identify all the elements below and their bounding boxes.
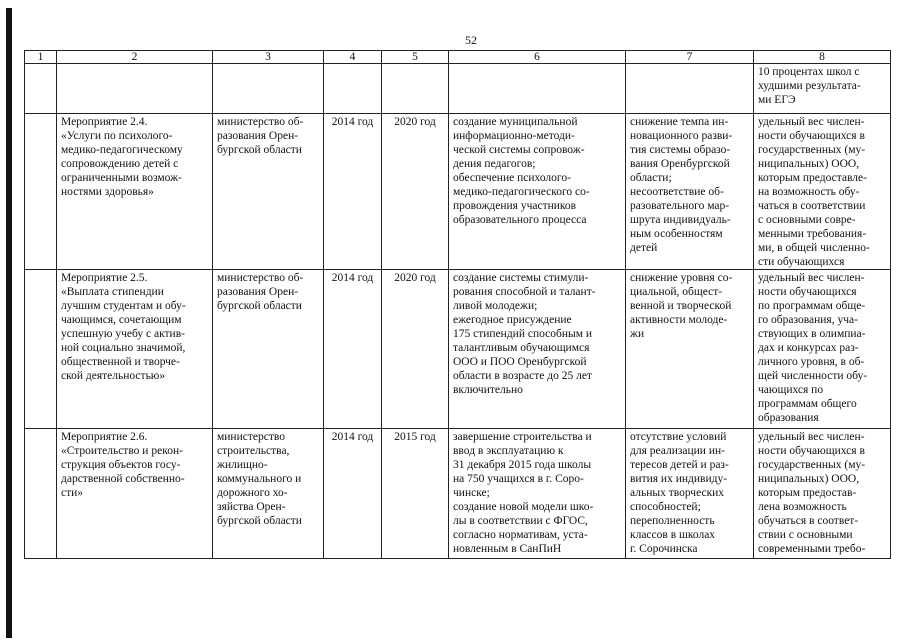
cell-index: [25, 114, 57, 270]
cell-consequences: снижение уровня со- циальной, общест- венной и творческой активности молоде- жи: [626, 270, 754, 429]
page-number: 52: [465, 33, 477, 47]
cell-consequences: отсутствие условий для реализации ин- тересов детей и раз- вития их индивиду- альных творческих способностей; переполненность классов в школах г. Сорочинска: [626, 429, 754, 559]
cell-indicator: 10 процентах школ с худшими результата- ми ЕГЭ: [754, 64, 891, 114]
cell-consequences: снижение темпа ин- новационного разви- тия системы образо- вания Оренбургской области; несоответствие об- разовательного мар- шрута индивидуаль- ным особенностям детей: [626, 114, 754, 270]
cell-measure: Мероприятие 2.4. «Услуги по психолого- медико-педагогическому сопровождению детей с ограниченными возмож- ностями здоровья»: [57, 114, 213, 270]
measures-table: [24, 50, 891, 559]
column-number-row: [25, 51, 891, 64]
cell-measure: Мероприятие 2.6. «Строительство и рекон- струкция объектов госу- дарственной собственно- сти»: [57, 429, 213, 559]
table-row: [25, 429, 891, 559]
cell-index: [25, 270, 57, 429]
cell-end-year: [382, 64, 449, 114]
cell-measure: [57, 64, 213, 114]
column-number: 8: [754, 51, 891, 64]
cell-index: [25, 64, 57, 114]
cell-expected-result: создание системы стимули- рования способной и талант- ливой молодежи; ежегодное присуждение 175 стипендий способным и талантливым обучающимся ООО и ПОО Оренбургской области в возрасте до 25 лет включительно: [449, 270, 626, 429]
cell-expected-result: создание муниципальной информационно-методи- ческой системы сопровож- дения педагогов; обеспечение психолого- медико-педагогического со- провождения участников образовательного процесса: [449, 114, 626, 270]
cell-executor: министерство об- разования Орен- бургской области: [213, 270, 324, 429]
cell-executor: [213, 64, 324, 114]
column-number: 2: [57, 51, 213, 64]
column-number: 7: [626, 51, 754, 64]
table-row: [25, 114, 891, 270]
cell-indicator: удельный вес числен- ности обучающихся в государственных (му- ниципальных) ООО, которым предоставле- на возможность обу- чаться в соответствии с основными совре- менными требования- ми, в общей численно- сти обучающихся: [754, 114, 891, 270]
column-number: 6: [449, 51, 626, 64]
cell-indicator: удельный вес числен- ности обучающихся по программам обще- го образования, уча- ствующих в олимпиа- дах и конкурсах раз- личного уровня, в об- щей численности обу- чающихся по программам общего образования: [754, 270, 891, 429]
cell-end-year: 2020 год: [382, 114, 449, 270]
cell-start-year: 2014 год: [324, 429, 382, 559]
cell-executor: министерство строительства, жилищно- коммунального и дорожного хо- зяйства Орен- бургской области: [213, 429, 324, 559]
column-number: 1: [25, 51, 57, 64]
cell-end-year: 2020 год: [382, 270, 449, 429]
table-row: [25, 270, 891, 429]
binder-edge: [6, 8, 12, 638]
table-row: [25, 64, 891, 114]
cell-start-year: 2014 год: [324, 270, 382, 429]
cell-consequences: [626, 64, 754, 114]
cell-end-year: 2015 год: [382, 429, 449, 559]
cell-start-year: 2014 год: [324, 114, 382, 270]
column-number: 4: [324, 51, 382, 64]
cell-executor: министерство об- разования Орен- бургской области: [213, 114, 324, 270]
cell-expected-result: завершение строительства и ввод в эксплуатацию к 31 декабря 2015 года школы на 750 учащихся в г. Соро- чинске; создание новой модели шко- лы в соответствии с ФГОС, согласно нормативам, уста- новленным в СанПиН: [449, 429, 626, 559]
column-number: 5: [382, 51, 449, 64]
cell-expected-result: [449, 64, 626, 114]
cell-indicator: удельный вес числен- ности обучающихся в государственных (му- ниципальных) ООО, которым предостав- лена возможность обучаться в соответ- ствии с основными современными требо-: [754, 429, 891, 559]
cell-index: [25, 429, 57, 559]
cell-measure: Мероприятие 2.5. «Выплата стипендии лучшим студентам и обу- чающимся, сочетающим успешную учебу с актив- ной социально значимой, общественной и творче- ской деятельностью»: [57, 270, 213, 429]
cell-start-year: [324, 64, 382, 114]
column-number: 3: [213, 51, 324, 64]
